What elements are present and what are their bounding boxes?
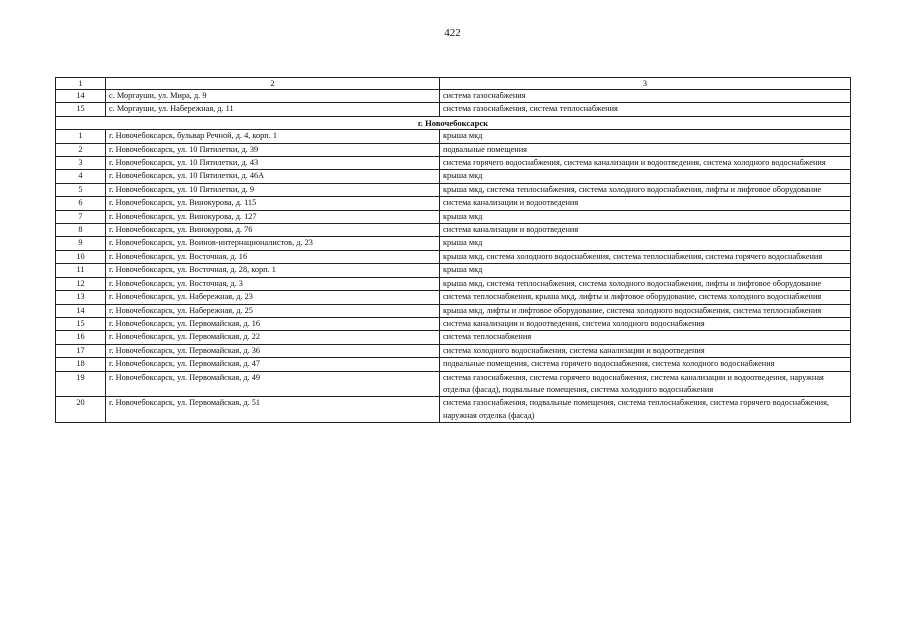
row-systems: система газоснабжения (440, 90, 851, 103)
column-number-1: 1 (56, 78, 106, 90)
row-number: 2 (56, 143, 106, 156)
row-address: г. Новочебоксарск, ул. Первомайская, д. 49 (106, 371, 440, 397)
column-number-3: 3 (440, 78, 851, 90)
page-number: 422 (444, 27, 461, 39)
row-number: 20 (56, 397, 106, 423)
row-number: 8 (56, 224, 106, 237)
row-number: 14 (56, 90, 106, 103)
row-systems: крыша мкд, система холодного водоснабжения, система теплоснабжения, система горячего водоснабжения (440, 250, 851, 263)
row-systems: крыша мкд, система теплоснабжения, система холодного водоснабжения, лифты и лифтовое оборудование (440, 277, 851, 290)
table-row (56, 210, 851, 223)
systems-table (55, 77, 851, 423)
row-number: 6 (56, 197, 106, 210)
row-number: 11 (56, 264, 106, 277)
table-row (56, 103, 851, 116)
row-number: 15 (56, 103, 106, 116)
column-number-2: 2 (106, 78, 440, 90)
section-header-row (56, 116, 851, 129)
table-row (56, 264, 851, 277)
table-row (56, 143, 851, 156)
row-systems: система теплоснабжения, крыша мкд, лифты и лифтовое оборудование, система холодного водоснабжения (440, 291, 851, 304)
row-number: 1 (56, 130, 106, 143)
row-number: 14 (56, 304, 106, 317)
table-row (56, 90, 851, 103)
row-systems: крыша мкд (440, 210, 851, 223)
row-address: г. Новочебоксарск, ул. Винокурова, д. 127 (106, 210, 440, 223)
row-address: г. Новочебоксарск, ул. Первомайская, д. 36 (106, 344, 440, 357)
row-systems: система холодного водоснабжения, система канализации и водоотведения (440, 344, 851, 357)
row-systems: система канализации и водоотведения, система холодного водоснабжения (440, 317, 851, 330)
row-systems: крыша мкд (440, 170, 851, 183)
column-number-row (56, 78, 851, 90)
row-systems: система газоснабжения, система горячего водоснабжения, система канализации и водоотведения, наружная отделка (фасад), подвальные помещения, система холодного водоснабжения (440, 371, 851, 397)
row-number: 19 (56, 371, 106, 397)
row-address: г. Новочебоксарск, ул. 10 Пятилетки, д. 9 (106, 183, 440, 196)
row-number: 7 (56, 210, 106, 223)
row-address: г. Новочебоксарск, ул. Набережная, д. 25 (106, 304, 440, 317)
row-number: 18 (56, 358, 106, 371)
row-address: г. Новочебоксарск, ул. Первомайская, д. 51 (106, 397, 440, 423)
row-number: 9 (56, 237, 106, 250)
row-address: с. Моргауши, ул. Мира, д. 9 (106, 90, 440, 103)
row-number: 13 (56, 291, 106, 304)
row-number: 16 (56, 331, 106, 344)
row-systems: система горячего водоснабжения, система канализации и водоотведения, система холодного водоснабжения (440, 157, 851, 170)
row-systems: крыша мкд (440, 237, 851, 250)
table-row (56, 183, 851, 196)
row-systems: система канализации и водоотведения (440, 224, 851, 237)
table-row (56, 224, 851, 237)
row-systems: система газоснабжения, система теплоснабжения (440, 103, 851, 116)
table-row (56, 291, 851, 304)
row-number: 12 (56, 277, 106, 290)
section-title: г. Новочебоксарск (56, 116, 851, 129)
row-number: 15 (56, 317, 106, 330)
row-address: г. Новочебоксарск, ул. 10 Пятилетки, д. 39 (106, 143, 440, 156)
row-address: г. Новочебоксарск, ул. Винокурова, д. 115 (106, 197, 440, 210)
row-number: 3 (56, 157, 106, 170)
row-address: г. Новочебоксарск, ул. 10 Пятилетки, д. 46А (106, 170, 440, 183)
row-address: г. Новочебоксарск, ул. Воинов-интернационалистов, д. 23 (106, 237, 440, 250)
row-address: г. Новочебоксарск, ул. Восточная, д. 28, корп. 1 (106, 264, 440, 277)
row-systems: система теплоснабжения (440, 331, 851, 344)
row-address: г. Новочебоксарск, ул. Восточная, д. 16 (106, 250, 440, 263)
table-row (56, 371, 851, 397)
row-address: г. Новочебоксарск, ул. 10 Пятилетки, д. 43 (106, 157, 440, 170)
table-row (56, 397, 851, 423)
row-systems: подвальные помещения (440, 143, 851, 156)
row-address: г. Новочебоксарск, ул. Первомайская, д. 47 (106, 358, 440, 371)
table-row (56, 170, 851, 183)
table-row (56, 157, 851, 170)
row-address: с. Моргауши, ул. Набережная, д. 11 (106, 103, 440, 116)
row-systems: система газоснабжения, подвальные помещения, система теплоснабжения, система горячего водоснабжения, наружная отделка (фасад) (440, 397, 851, 423)
row-address: г. Новочебоксарск, ул. Первомайская, д. 16 (106, 317, 440, 330)
row-number: 4 (56, 170, 106, 183)
table-row (56, 304, 851, 317)
table-row (56, 130, 851, 143)
row-address: г. Новочебоксарск, ул. Винокурова, д. 76 (106, 224, 440, 237)
table-row (56, 317, 851, 330)
table-row (56, 331, 851, 344)
row-systems: система канализации и водоотведения (440, 197, 851, 210)
row-systems: подвальные помещения, система горячего водоснабжения, система холодного водоснабжения (440, 358, 851, 371)
table-row (56, 344, 851, 357)
row-address: г. Новочебоксарск, ул. Первомайская, д. 22 (106, 331, 440, 344)
row-number: 17 (56, 344, 106, 357)
table-body (56, 78, 851, 423)
row-number: 5 (56, 183, 106, 196)
row-systems: крыша мкд (440, 264, 851, 277)
table-row (56, 277, 851, 290)
table-row (56, 237, 851, 250)
row-address: г. Новочебоксарск, ул. Восточная, д. 3 (106, 277, 440, 290)
table-row (56, 358, 851, 371)
row-number: 10 (56, 250, 106, 263)
row-address: г. Новочебоксарск, ул. Набережная, д. 23 (106, 291, 440, 304)
row-address: г. Новочебоксарск, бульвар Речной, д. 4, корп. 1 (106, 130, 440, 143)
row-systems: крыша мкд (440, 130, 851, 143)
table-row (56, 250, 851, 263)
row-systems: крыша мкд, лифты и лифтовое оборудование, система холодного водоснабжения, система теплоснабжения (440, 304, 851, 317)
row-systems: крыша мкд, система теплоснабжения, система холодного водоснабжения, лифты и лифтовое оборудование (440, 183, 851, 196)
table-row (56, 197, 851, 210)
